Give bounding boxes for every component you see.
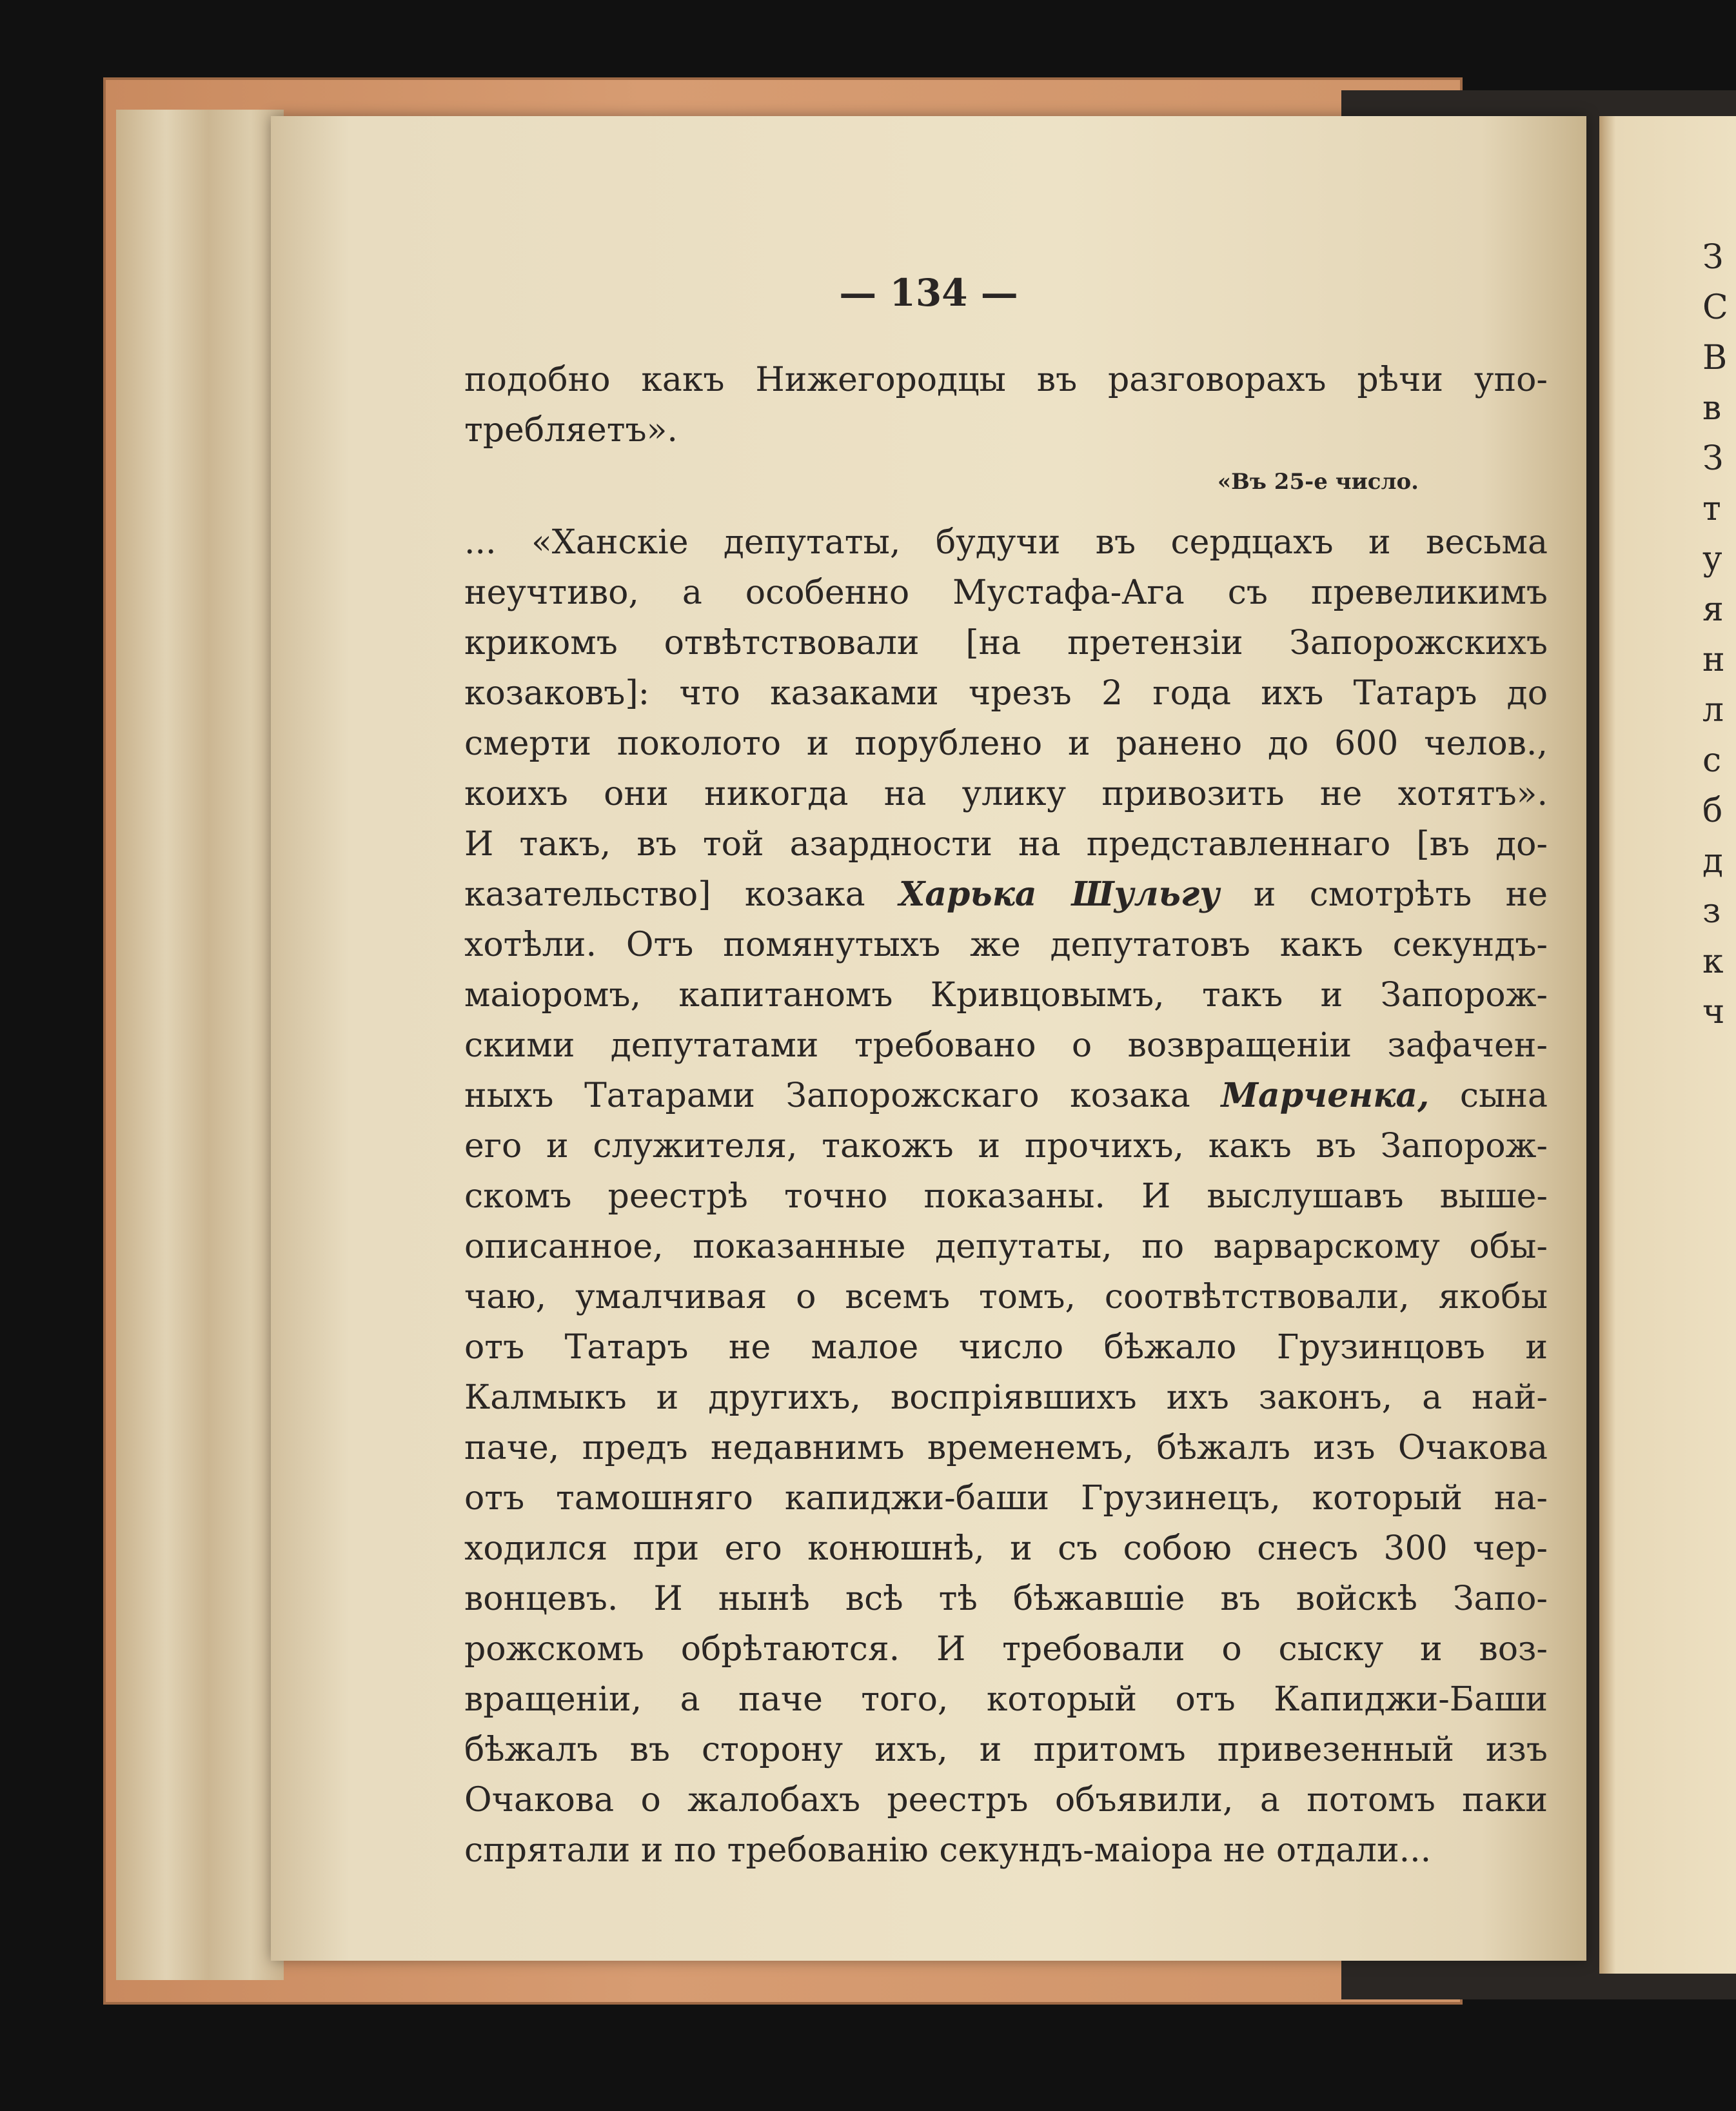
text-line: ходился при его конюшнѣ, и съ собою снесъ 300 чер- (464, 1529, 1548, 1568)
text-line-harka (464, 869, 1548, 920)
text-line: его и служителя, такожъ и прочихъ, какъ въ Запорож- (464, 1127, 1548, 1165)
text-line: чаю, умалчивая о всемъ томъ, соотвѣтствовали, якобы (464, 1278, 1548, 1316)
text-line: вращеніи, а паче того, который отъ Капиджи-Баши (464, 1680, 1548, 1719)
next-page-letter: я (1702, 590, 1724, 629)
text-line: крикомъ отвѣтствовали [на претензіи Запорожскихъ (464, 624, 1548, 662)
text-line: неучтиво, а особенно Мустафа-Ага съ превеликимъ (464, 573, 1548, 612)
text-line: отъ тамошняго капиджи-баши Грузинецъ, который на- (464, 1479, 1548, 1518)
next-page-letter: з (1702, 892, 1721, 931)
text-fragment: сына (1429, 1076, 1548, 1115)
next-page-letter: З (1702, 439, 1724, 478)
next-page-letter: В (1702, 339, 1728, 377)
page-stack-edges (116, 110, 284, 1980)
text-line: Калмыкъ и другихъ, воспріявшихъ ихъ законъ, а най- (464, 1378, 1548, 1417)
text-line: вонцевъ. И нынѣ всѣ тѣ бѣжавшіе въ войскѣ Запо- (464, 1580, 1548, 1618)
text-fragment: ныхъ Татарами Запорожскаго козака (464, 1076, 1221, 1115)
text-fragment: казательство] козака (464, 875, 899, 914)
next-page-letter: у (1702, 540, 1722, 579)
next-page-letter: т (1702, 490, 1721, 528)
text-line: скими депутатами требовано о возвращеніи зафачен- (464, 1026, 1548, 1065)
text-line: рожскомъ обрѣтаются. И требовали о сыску и воз- (464, 1630, 1548, 1669)
text-line: описанное, показанные депутаты, по варварскому обы- (464, 1227, 1548, 1266)
text-line-marchenka (464, 1071, 1548, 1121)
page-number: — 134 — (839, 271, 1018, 315)
text-line: спрятали и по требованію секундъ-маіора не отдали... (464, 1831, 1432, 1870)
text-line: коихъ они никогда на улику привозить не хотятъ». (464, 775, 1548, 813)
text-line: козаковъ]: что казаками чрезъ 2 года ихъ Татаръ до (464, 674, 1548, 713)
next-page-letter: н (1702, 640, 1725, 679)
page-text (464, 355, 1548, 1876)
person-name-marchenka: Марченка, (1221, 1076, 1430, 1115)
next-page-letter: в (1702, 389, 1722, 428)
text-line: паче, предъ недавнимъ временемъ, бѣжалъ изъ Очакова (464, 1429, 1548, 1467)
text-line: требляетъ». (464, 411, 678, 450)
person-name-harka: Харька Шульгу (899, 875, 1220, 914)
next-page-letter: с (1702, 741, 1722, 780)
dateline: «Въ 25-е число. (1217, 469, 1419, 495)
text-fragment: и смотрѣть не (1219, 875, 1548, 914)
text-line: ... «Ханскіе депутаты, будучи въ сердцахъ и весьма (464, 523, 1548, 562)
next-page-letter: ч (1702, 993, 1725, 1031)
next-page-letter: к (1702, 942, 1724, 981)
next-page-letters (1702, 232, 1736, 1037)
text-line: Очакова о жалобахъ реестръ объявили, а потомъ паки (464, 1781, 1548, 1819)
text-line: маіоромъ, капитаномъ Кривцовымъ, такъ и Запорож- (464, 976, 1548, 1015)
text-line: скомъ реестрѣ точно показаны. И выслушавъ выше- (464, 1177, 1548, 1216)
text-line: И такъ, въ той азардности на представленнаго [въ до- (464, 825, 1548, 864)
text-line: хотѣли. Отъ помянутыхъ же депутатовъ какъ секундъ- (464, 926, 1548, 964)
text-line: смерти поколото и порублено и ранено до 600 челов., (464, 724, 1548, 763)
text-line: бѣжалъ въ сторону ихъ, и притомъ привезенный изъ (464, 1730, 1548, 1769)
book-page (271, 116, 1586, 1961)
next-page-letter: З (1702, 238, 1724, 277)
text-line: отъ Татаръ не малое число бѣжало Грузинцовъ и (464, 1328, 1548, 1367)
next-page-letter: б (1702, 791, 1723, 830)
next-page-letter: л (1702, 691, 1724, 729)
next-page-letter: д (1702, 842, 1724, 880)
text-line: подобно какъ Нижегородцы въ разговорахъ рѣчи упо- (464, 361, 1548, 399)
next-page-letter: С (1702, 288, 1728, 327)
